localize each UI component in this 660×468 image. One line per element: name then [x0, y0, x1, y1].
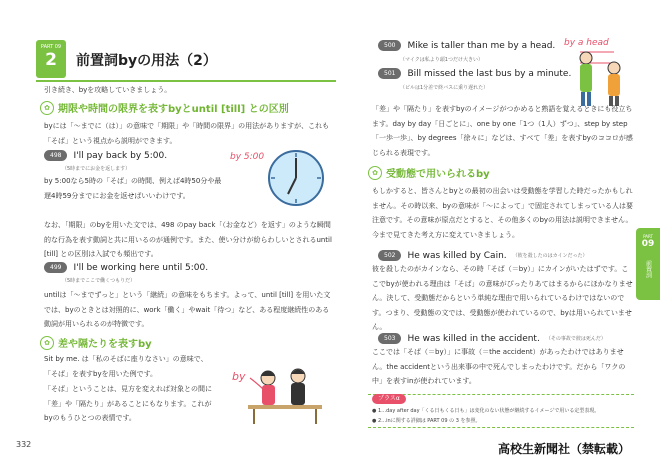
sitting-people-icon — [222, 350, 334, 430]
example-501 — [378, 68, 571, 79]
height-illustration — [556, 36, 636, 110]
example-translation: （ビルは1分差で終バスに乗り遅れた） — [400, 85, 489, 91]
example-translation: （その事故で彼は死んだ） — [545, 336, 606, 342]
side-tab — [636, 228, 660, 300]
example-sentence: Mike is taller than me by a head. — [407, 40, 556, 51]
example-number: 501 — [378, 68, 401, 79]
example-503 — [378, 333, 606, 344]
plus-alpha-title: プラスα — [372, 394, 406, 404]
example-sentence: He was killed in the accident. — [407, 333, 540, 344]
clock-illustration — [230, 148, 330, 210]
illustration-label: by — [232, 370, 246, 383]
illustration-label: by a head — [564, 38, 609, 48]
example-sentence: I'll pay back by 5:00. — [73, 150, 168, 161]
section3-paragraph-1: もしかすると、皆さんとbyとの最初の出会いは受動態を学習した時だったかもしれません。その時以来、byの意味が「～によって」で固定されてしまっている人は要注意です。その意味が原点だとすると、その他多くのbyの用法は説明できません。今まで見てきた考え方に変えていきましょう。 — [372, 187, 634, 239]
two-people-icon — [556, 36, 636, 110]
gear-icon: ✿ — [368, 166, 382, 180]
example-translation: （5時までここで働くつもりだ） — [62, 278, 136, 284]
side-tab-part: PART — [643, 234, 653, 239]
section1-heading — [40, 100, 289, 115]
example-number: 503 — [378, 333, 401, 344]
section1-paragraph-1: byには「～までに（は）」の意味で「期限」や「時間の限界」の用法がありますが、これも「そば」という視点から説明ができます。 — [44, 122, 330, 145]
section3-paragraph-3: ここでは「そば（＝by）」に事故（＝the accident）があったわけではありません。the accidentという出来事の中で死んでしまったわけです。だから「ワクの中」を表すinが使われています。 — [372, 348, 626, 385]
section3-heading-text: 受動態で用いられるby — [386, 169, 490, 180]
page-title: 前置詞byの用法（2） — [76, 53, 217, 69]
clock-icon — [266, 148, 326, 208]
right-paragraph-1: 「差」や「隔たり」を表すbyのイメージがつかめると熟語を覚えるときにも役立ちます。day by day「日ごとに」、one by one「1つ（1人）ずつ」、step by step「一歩一歩」、by degrees「徐々に」などは、すべて「差」を表すbyのココロが感じられる表現です。 — [372, 105, 633, 157]
example-translation: （5時までにお金を返します） — [62, 166, 131, 172]
section2-paragraph-2: 「そば」ということは、見方を変えれば対象との間に「差」や「隔たり」があることにもなります。これがbyのもうひとつの表情です。 — [44, 385, 212, 422]
section2-heading — [40, 335, 152, 350]
part-label: PART 09 — [40, 44, 62, 50]
part-number: 2 — [45, 50, 57, 70]
plus-alpha-item-1: ● 1…day after day「くる日もくる日も」は変化のない状態が継続するイメージで用いる定型表現。 — [372, 408, 600, 414]
example-sentence: He was killed by Cain. — [407, 250, 507, 261]
side-tab-label: 前置詞 — [644, 260, 652, 278]
example-502 — [378, 250, 588, 261]
section1-paragraph-2: by 5:00なら5時の「そば」の時間、例えば4時50分や最遅4時59分までにお金を返せばいいわけです。 — [44, 177, 222, 200]
section1-paragraph-3: なお、「期限」のbyを用いた文では、498 のpay back「（お金など）を返す」のような瞬間的な行為を表す動詞と共に用いるのが通例です。また、使い分けが紛らわしいとされるuntil [till] との区別は入試でも頻出です。 — [44, 221, 332, 258]
example-sentence: Bill missed the last bus by a minute. — [407, 68, 572, 79]
section3-paragraph-2: 彼を殺したのがカインなら、その時「そば（＝by）」にカインがいたはずです。ここでbyが使われる理由は「そば」の意味がぴったりあてはまるからにほかなりません。決して、受動態だからという単純な理由で用いられているわけではないのです。つまり、受動態の文では、受動態が使われているので、byは用いられていません。 — [372, 265, 633, 331]
example-number: 498 — [44, 150, 67, 161]
part-badge — [36, 40, 66, 78]
page-number: 332 — [16, 440, 32, 449]
intro-text: 引き続き、byを攻略していきましょう。 — [44, 86, 172, 94]
side-tab-number: 09 — [641, 239, 655, 249]
gear-icon: ✿ — [40, 336, 54, 350]
section2-paragraph-1: Sit by me. は「私のそばに座りなさい」の意味で、「そば」を表すbyを用いた例です。 — [44, 355, 208, 378]
plus-alpha-item-2: ● 2…inに関する詳細は PART 09 の 3 を参照。 — [372, 418, 481, 424]
clock-label: by 5:00 — [230, 152, 265, 162]
example-sentence: I'll be working here until 5:00. — [73, 262, 209, 273]
section1-paragraph-4: untilは「～までずっと」という「継続」の意味をもちます。よって、until [till] を用いた文では、byのときとは対照的に、work「働く」やwait「待つ」など、ある程度継続性のある動詞が用いられるのが特徴です。 — [44, 291, 331, 328]
couple-illustration — [222, 350, 334, 430]
section1-heading-text: 期限や時間の限界を表すbyとuntil [till] との区別 — [58, 104, 289, 115]
section3-heading — [368, 165, 490, 180]
gear-icon: ✿ — [40, 101, 54, 115]
example-translation: （マイクは私より頭1つだけ大きい） — [400, 57, 483, 63]
example-500 — [378, 40, 555, 51]
example-number: 500 — [378, 40, 401, 51]
example-translation: （彼を殺したのはカインだった） — [512, 253, 588, 259]
example-499 — [44, 262, 208, 273]
title-rule — [36, 80, 336, 82]
example-498 — [44, 150, 167, 161]
plus-alpha-box — [368, 394, 634, 428]
example-number: 502 — [378, 250, 401, 261]
publisher-credit: 高校生新聞社（禁転載） — [498, 442, 631, 456]
example-number: 499 — [44, 262, 67, 273]
section2-heading-text: 差や隔たりを表すby — [58, 339, 152, 350]
